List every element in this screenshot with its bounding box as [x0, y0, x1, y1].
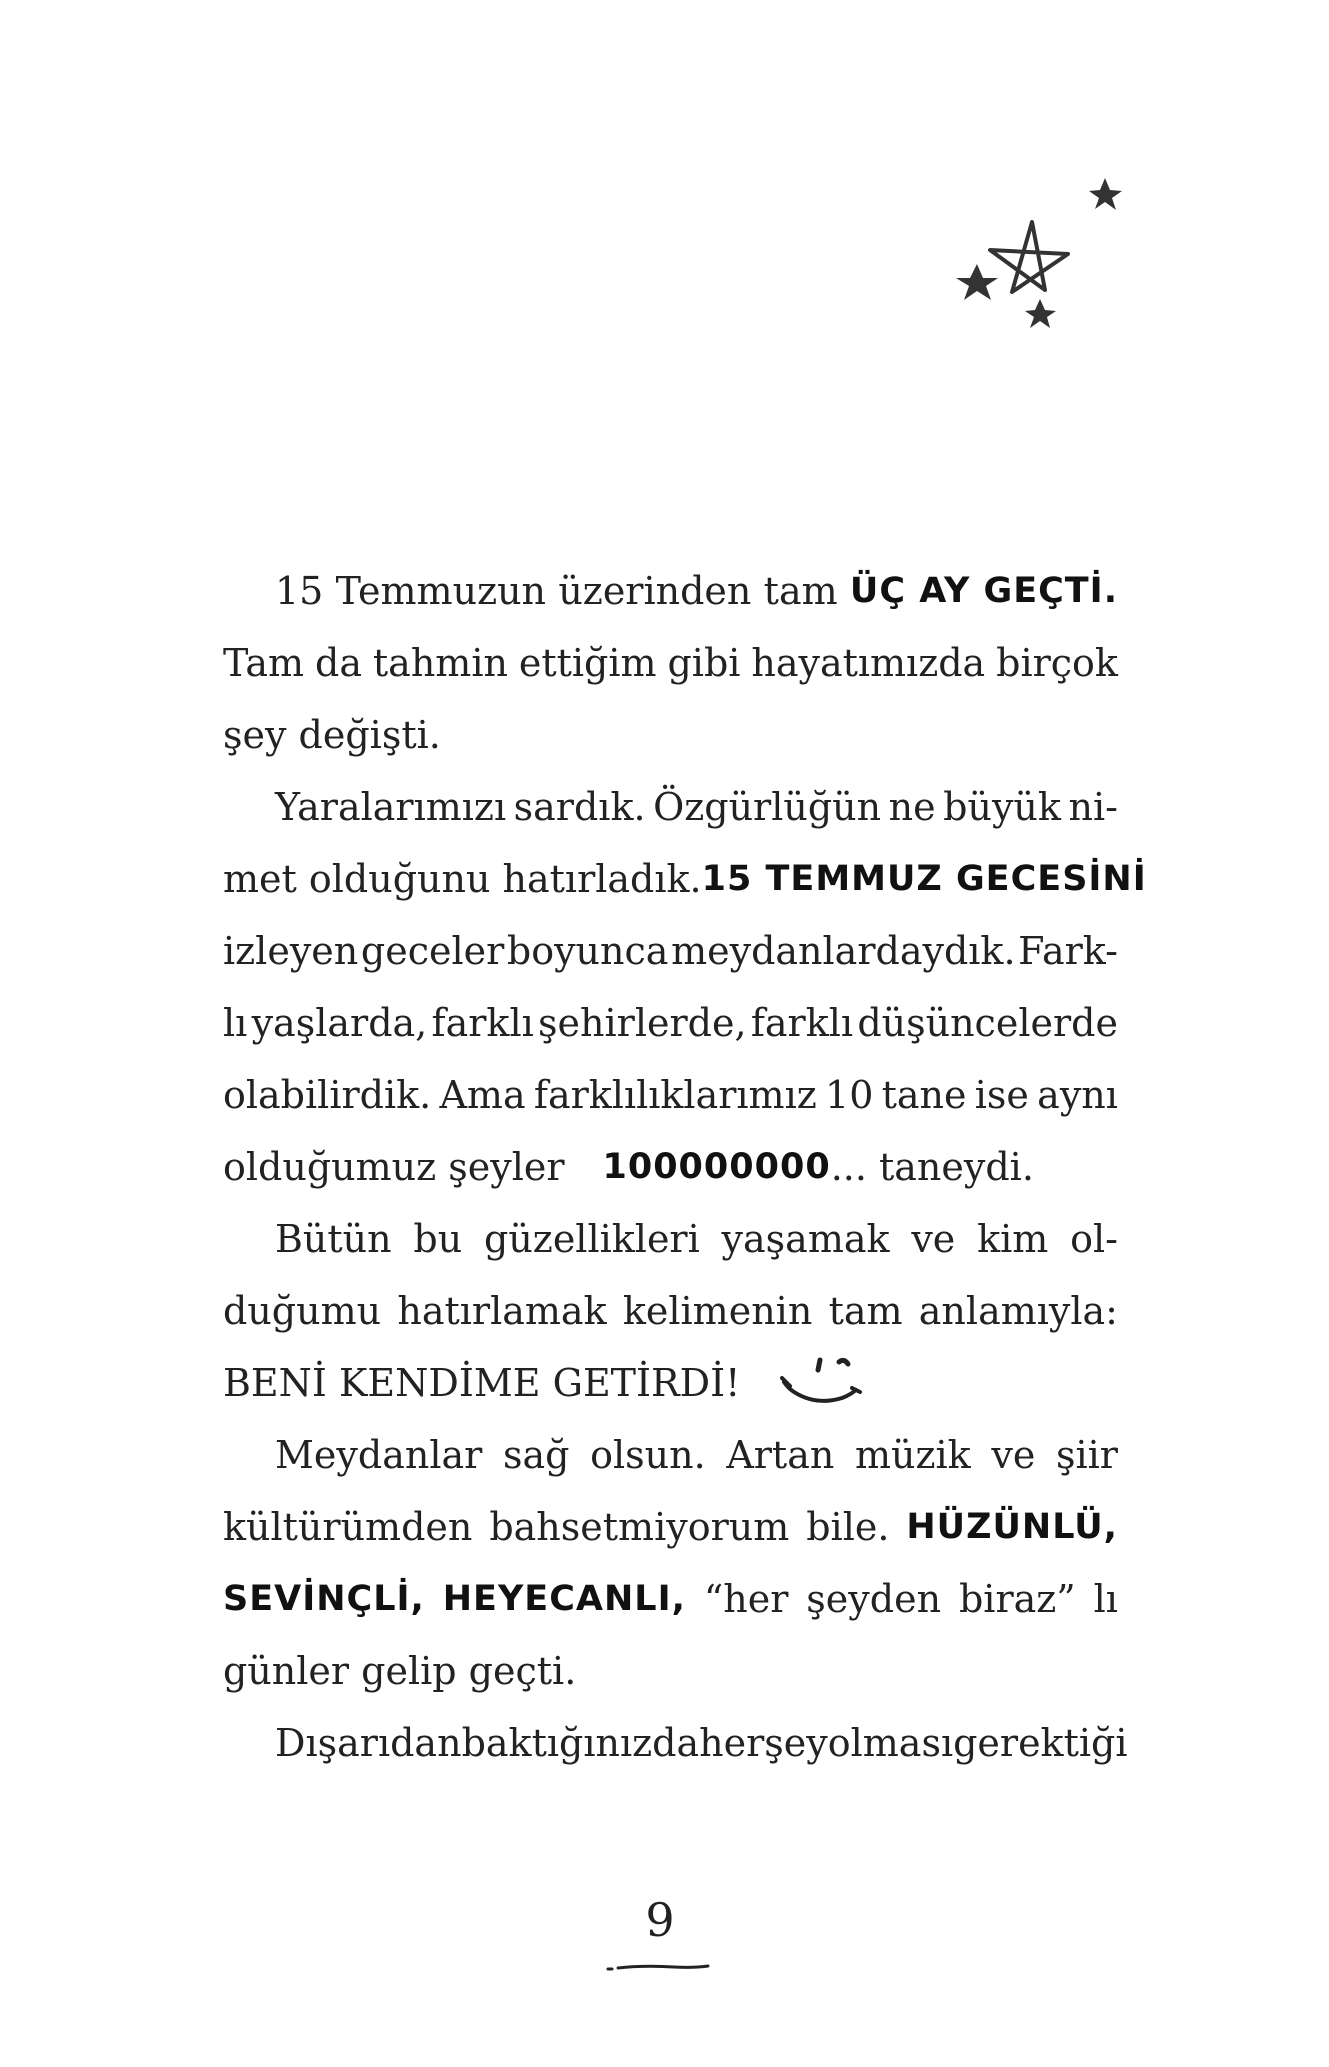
word: şiir [1055, 1433, 1118, 1477]
p3-line2 [223, 1275, 1118, 1347]
word: kültürümden [223, 1505, 473, 1549]
word: ettiğim [518, 641, 657, 685]
handwritten-emphasis: SEVİNÇLİ, [223, 1579, 425, 1619]
word: baktığınızda [461, 1721, 700, 1765]
word: Temmuzun [335, 569, 547, 613]
p4-line1 [223, 1419, 1118, 1491]
word: sağ [502, 1433, 570, 1477]
word: kelimenin [622, 1289, 813, 1333]
word: büyük [943, 785, 1061, 829]
word: kim [977, 1217, 1049, 1261]
handwritten-emphasis: 15 TEMMUZ GECESİNİ [701, 859, 1147, 899]
word: ve [911, 1217, 956, 1261]
word: gerektiği [953, 1721, 1128, 1765]
word: müzik [854, 1433, 971, 1477]
text-line: şey değişti. [223, 713, 441, 757]
word: meydanlardaydık. [671, 929, 1016, 973]
p2-line5 [223, 1059, 1118, 1131]
word: da [315, 641, 362, 685]
p1-line3 [223, 699, 1118, 771]
word: birçok [996, 641, 1118, 685]
word: hatırlamak [397, 1289, 607, 1333]
text-line: ... taneydi. [830, 1145, 1034, 1189]
p2-line1 [223, 771, 1118, 843]
word: Dışarıdan [275, 1721, 462, 1765]
word: lı [1093, 1577, 1118, 1621]
word: boyunca [506, 929, 669, 973]
p5-line1 [223, 1707, 1128, 1779]
word: şey [764, 1721, 828, 1765]
page-number: 9 [645, 1893, 675, 1947]
word: Tam [223, 641, 305, 685]
word: sardık. [513, 785, 646, 829]
word: güzellikleri [484, 1217, 700, 1261]
word: ol- [1070, 1217, 1118, 1261]
word: ne [888, 785, 936, 829]
word: Fark- [1018, 929, 1118, 973]
word: ve [991, 1433, 1036, 1477]
word: üzerinden [558, 569, 752, 613]
text-line: met olduğunu hatırladık. [223, 857, 702, 901]
word: olabilirdik. [223, 1073, 432, 1117]
word: Yaralarımızı [275, 785, 507, 829]
word: bu [413, 1217, 463, 1261]
body-text [223, 555, 1147, 1779]
text-line: olduğumuz şeyler [223, 1145, 565, 1189]
word: Özgürlüğün [653, 785, 882, 829]
word: farklı [431, 1001, 534, 1045]
word: farklılıklarımız [533, 1073, 817, 1117]
word: bahsetmiyorum [489, 1505, 790, 1549]
word: tahmin [372, 641, 508, 685]
word: olması [827, 1721, 954, 1765]
word: duğumu [223, 1289, 382, 1333]
word: tam [763, 569, 838, 613]
p1-line1 [223, 555, 1118, 627]
word: gibi [667, 641, 741, 685]
handwritten-emphasis: ÜÇ AY GEÇTİ. [849, 571, 1118, 611]
handwritten-emphasis: HEYECANLI, [442, 1579, 686, 1619]
word: Meydanlar [275, 1433, 483, 1477]
word: olsun. [590, 1433, 706, 1477]
p4-line2 [223, 1491, 1118, 1563]
word: yaşlarda, [251, 1001, 428, 1045]
smiley-doodle-icon [776, 1352, 876, 1414]
p2-line3 [223, 915, 1118, 987]
word: lı [223, 1001, 248, 1045]
text-line: BENİ KENDİME GETİRDİ! [223, 1361, 741, 1405]
word: 10 [825, 1073, 874, 1117]
page-number-underline-icon [604, 1962, 714, 1974]
word: aynı [1037, 1073, 1118, 1117]
word: tane [881, 1073, 967, 1117]
word: Artan [726, 1433, 835, 1477]
text-line: günler gelip geçti. [223, 1649, 577, 1693]
word: ise [974, 1073, 1029, 1117]
word: izleyen [223, 929, 359, 973]
word: yaşamak [721, 1217, 890, 1261]
stars-doodle-icon [950, 170, 1135, 330]
p3-line1 [223, 1203, 1118, 1275]
word: düşüncelerde [857, 1001, 1118, 1045]
p2-line6 [223, 1131, 1118, 1203]
word: biraz” [958, 1577, 1076, 1621]
word: hayatımızda [751, 641, 986, 685]
word: şeyden [806, 1577, 942, 1621]
word: “her [703, 1577, 789, 1621]
p2-line2 [223, 843, 1147, 915]
p1-line2 [223, 627, 1118, 699]
handwritten-emphasis: HÜZÜNLÜ, [906, 1507, 1118, 1547]
word: bile. [806, 1505, 890, 1549]
word: anlamıyla: [918, 1289, 1118, 1333]
word: geceler [360, 929, 505, 973]
p3-line3 [223, 1347, 1118, 1419]
word: tam [828, 1289, 903, 1333]
word: Bütün [275, 1217, 392, 1261]
word: ni- [1068, 785, 1118, 829]
word: Ama [439, 1073, 526, 1117]
word: her [699, 1721, 765, 1765]
word: şehirlerde, [538, 1001, 747, 1045]
p4-line4 [223, 1635, 1118, 1707]
handwritten-emphasis: 100000000 [602, 1147, 831, 1187]
word: farklı [750, 1001, 854, 1045]
word: 15 [275, 569, 324, 613]
p4-line3 [223, 1563, 1118, 1635]
p2-line4 [223, 987, 1118, 1059]
